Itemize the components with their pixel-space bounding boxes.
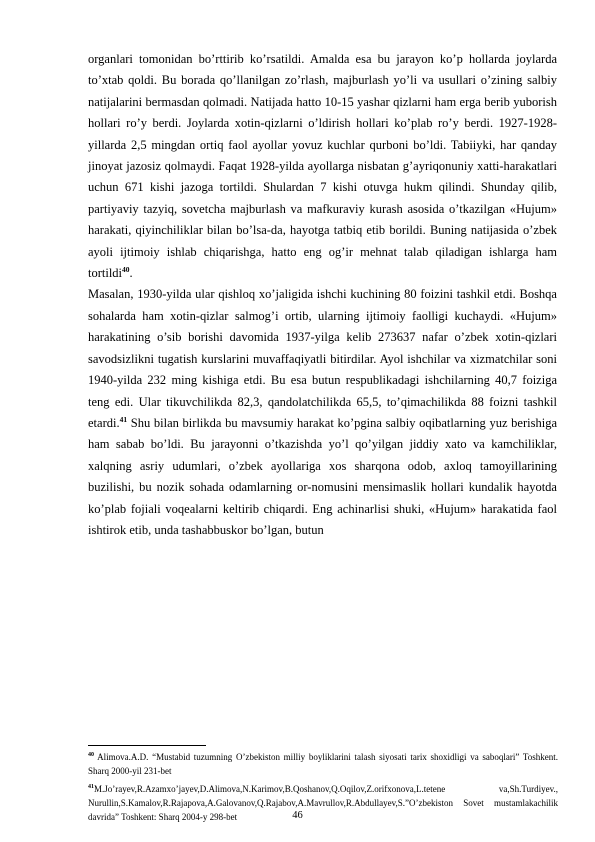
footnote-ref-41: 41: [119, 414, 128, 424]
body-text: [88, 49, 557, 541]
paragraph-1: [88, 49, 557, 284]
footnote-40-text: Alimova.A.D. “Mustabid tuzumning O’zbekiston milliy boyliklarini talash siyosati tarix shoxidligi va saboqlari” Toshkent. Sharq 2000-yil 231-bet: [88, 752, 558, 776]
paragraph-1-end: .: [129, 266, 133, 281]
paragraph-2-text-b: Shu bilan birlikda bu mavsumiy harakat ko’pgina salbiy oqibatlarning yuz berishiga ham sabab bo’ldi. Bu jarayonni o’tkazishda yo’l qo’yilgan jiddiy xato va kamchiliklar, xalqning asriy udumlari, o’zbek ayollariga xos sharqona odob, axloq tamoyillarining buzilishi, bu nozik sohada odamlarning or-nomusini mensimaslik hollari kundalik hayotda ko’plab fojiali voqealarni keltirib chiqardi. Eng achinarlisi shuki, «Hujum» harakatida faol ishtirok etib, unda tashabbuskor bo’lgan, butun: [88, 415, 557, 537]
page-number: 46: [292, 810, 303, 821]
paragraph-2-text-a: Masalan, 1930-yilda ular qishloq xo’jaligida ishchi kuchining 80 foizini tashkil etdi. Boshqa sohalarda ham xotin-qizlar salmog’i ortib, ularning ijtimoiy faolligi kuchaydi. «Hujum» harakatining o’sib borishi davomida 1937-yilga kelib 273637 nafar o’zbek xotin-qizlari savodsizlikni tugatish kurslarini muvaffaqiyatli bitirdilar. Ayol ishchilar va xizmatchilar soni 1940-yilda 232 ming kishiga etdi. Bu esa butun respublikadagi ishchilarning 40,7 foiziga teng edi. Ular tikuvchilikda 82,3, qandolatchilikda 65,5, to’qimachilikda 88 foizni tashkil etardi.: [88, 287, 557, 430]
footnote-separator: [88, 745, 206, 746]
footnote-41-text: M.Jo’rayev,R.Azamxo’jayev,D.Alimova,N.Karimov,B.Qoshanov,Q.Oqilov,Z.orifxonova,L.tetene va,Sh.Turdiyev., Nurullin,S.Kamalov,R.Rajapova,A.Galovanov,Q.Rajabov,A.Mavrullov,R.Abdullayev,S.”O’zbekiston Sovet mustamlakachilik davrida” Toshkent: Sharq 2004-y 298-bet: [88, 784, 558, 822]
footnote-ref-40: 40: [122, 264, 130, 274]
paragraph-1-text: organlari tomonidan bo’rttirib ko’rsatildi. Amalda esa bu jarayon ko’p hollarda joylarda to’xtab qoldi. Bu borada qo’llanilgan zo’rlash, majburlash yo’li va usullari o’zining salbiy natijalarini bermasdan qolmadi. Natijada hatto 10-15 yashar qizlarni ham erga berib yuborish hollari ro’y berdi. Joylarda xotin-qizlarni o’ldirish hollari ko’plab ro’y berdi. 1927-1928-yillarda 2,5 mingdan ortiq faol ayollar yovuz kuchlar qurboni bo’ldi. Tabiiyki, har qanday jinoyat jazosiz qolmaydi. Faqat 1928-yilda ayollarga nisbatan g’ayriqonuniy xatti-harakatlari uchun 671 kishi jazoga tortildi. Shulardan 7 kishi otuvga hukm qilindi. Shunday qilib, partiyaviy tazyiq, sovetcha majburlash va mafkuraviy kurash asosida o’tkazilgan «Hujum» harakati, qiyinchiliklar bilan bo’lsa-da, hayotga tatbiq etib borildi. Buning natijasida o’zbek ayoli ijtimoiy ishlab chiqarishga, hatto eng og’ir mehnat talab qiladigan ishlarga ham tortildi: [88, 52, 557, 281]
footnote-40-marker: 40: [88, 752, 94, 758]
footnote-41-marker: 41: [88, 784, 94, 790]
paragraph-2: [88, 284, 557, 541]
footnote-40: [88, 750, 558, 778]
